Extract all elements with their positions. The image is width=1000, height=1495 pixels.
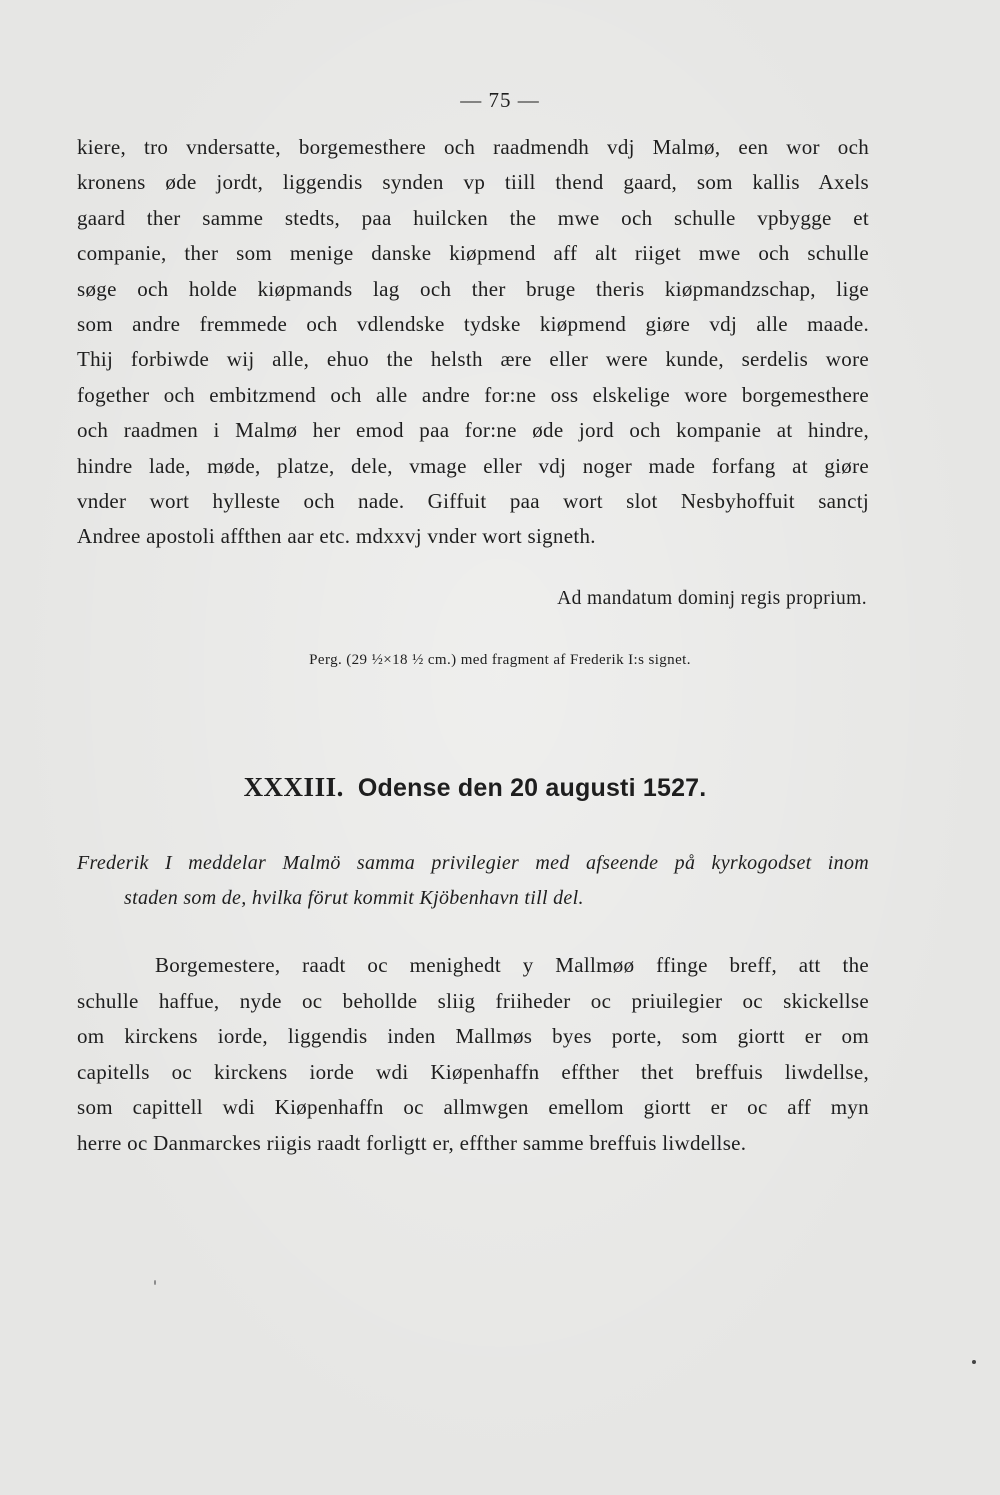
document-summary	[77, 846, 869, 916]
text-line: søge och holde kiøpmands lag och ther bruge theris kiøpmandzschap, lige	[77, 276, 869, 301]
document-title: Odense den 20 augusti 1527.	[357, 774, 707, 802]
text-line: companie, ther som menige danske kiøpmend aff alt riiget mwe och schulle	[77, 241, 869, 266]
text-line: herre oc Danmarckes riigis raadt forligtt er, effther samme breffuis liwdellse.	[77, 1130, 747, 1155]
text-line: capitells oc kirckens iorde wdi Kiøpenhaffn effther thet breffuis liwdellse,	[77, 1059, 869, 1084]
text-line: som capittell wdi Kiøpenhaffn oc allmwgen emellom giortt er oc aff myn	[77, 1095, 869, 1120]
text-line: och raadmen i Malmø her emod paa for:ne øde jord och kompanie at hindre,	[77, 418, 869, 443]
text-line: gaard ther samme stedts, paa huilcken the mwe och schulle vpbygge et	[77, 205, 869, 230]
source-note: Perg. (29 ½×18 ½ cm.) med fragment af Frederik I:s signet.	[309, 652, 691, 668]
signoff: Ad mandatum dominj regis proprium.	[557, 588, 867, 609]
scan-speck	[154, 1280, 156, 1285]
text-line: kronens øde jordt, liggendis synden vp tiill thend gaard, som kallis Axels	[77, 170, 869, 195]
text-line: Andree apostoli affthen aar etc. mdxxvj vnder wort signeth.	[77, 524, 596, 549]
text-line: hindre lade, møde, platze, dele, vmage eller vdj noger made forfang at giøre	[77, 453, 869, 478]
text-line: Thij forbiwde wij alle, ehuo the helsth ære eller were kunde, serdelis wore	[77, 347, 869, 372]
document-number: XXXIII.	[243, 772, 344, 802]
letter-text	[77, 130, 869, 555]
text-line: fogether och embitzmend och alle andre for:ne oss elskelige wore borgemesthere	[77, 382, 869, 407]
text-line: vnder wort hylleste och nade. Giffuit paa wort slot Nesbyhoffuit sanctj	[77, 489, 869, 514]
text-line: Borgemestere, raadt oc menighedt y Mallmøø ffinge breff, att the	[155, 953, 869, 977]
letter-text	[77, 948, 869, 1162]
text-line: som andre fremmede och vdlendske tydske kiøpmend giøre vdj alle maade.	[77, 312, 869, 337]
summary-line: staden som de, hvilka förut kommit Kjöbenhavn till del.	[124, 887, 584, 909]
text-line-first	[77, 948, 869, 984]
scan-speck	[972, 1360, 976, 1364]
text-line: kiere, tro vndersatte, borgemesthere och raadmendh vdj Malmø, een wor och	[77, 135, 869, 159]
page-number: — 75 —	[460, 88, 540, 112]
summary-line: Frederik I meddelar Malmö samma privilegier med afseende på kyrkogodset inom	[77, 852, 869, 874]
text-line: schulle haffue, nyde oc behollde sliig friiheder oc priuilegier oc skickellse	[77, 988, 869, 1013]
text-line: om kirckens iorde, liggendis inden Mallmøs byes porte, som giortt er om	[77, 1024, 869, 1049]
document-heading	[0, 772, 950, 803]
